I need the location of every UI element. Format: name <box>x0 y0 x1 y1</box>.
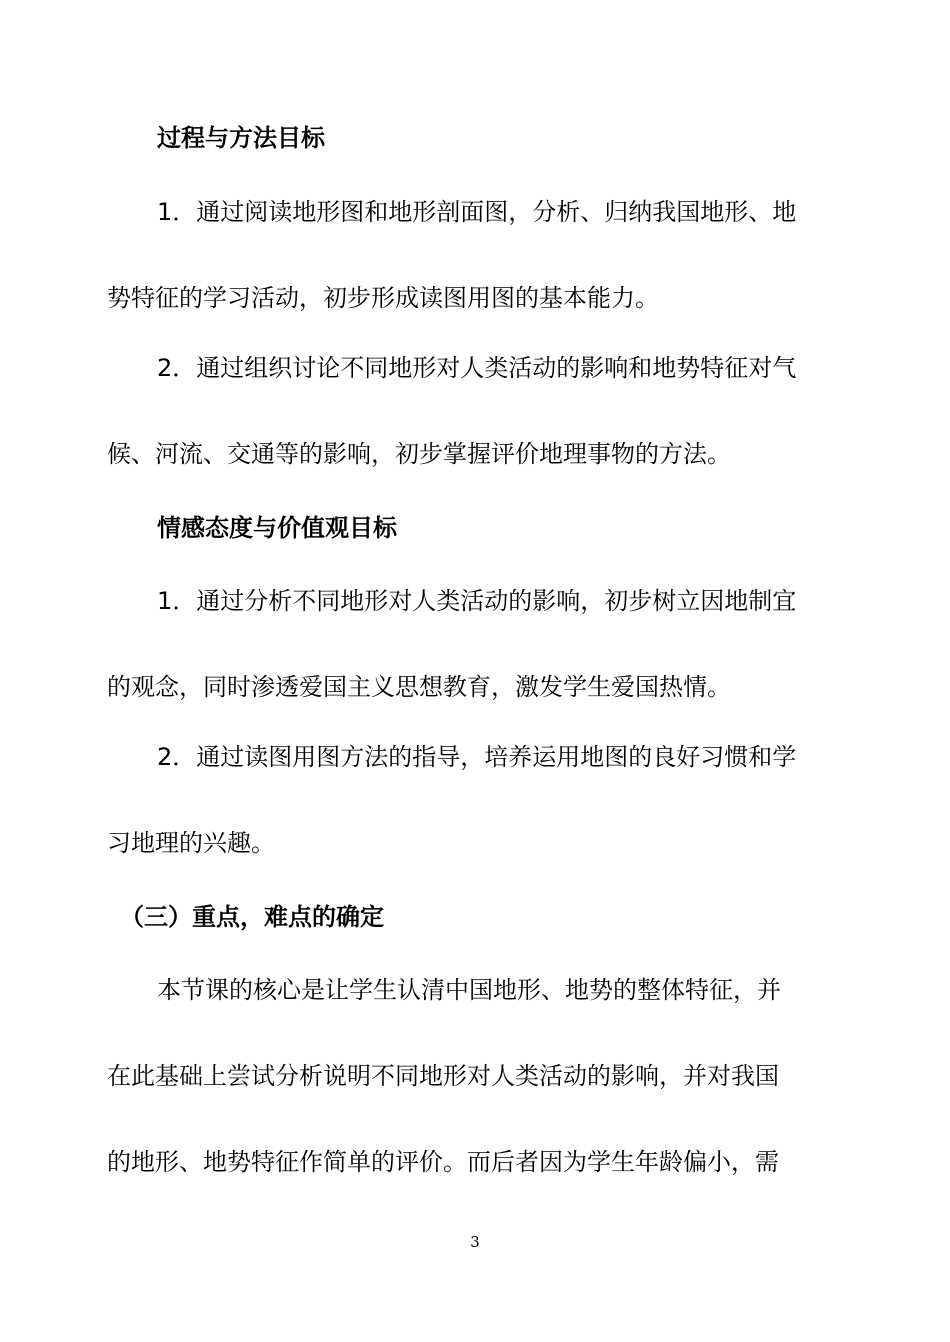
heading-key-difficult-points: （三）重点，难点的确定 <box>120 903 384 931</box>
emotion-item-2-line-1: 2．通过读图用图方法的指导，培养运用地图的良好习惯和学 <box>157 743 797 771</box>
key-paragraph-line-2: 在此基础上尝试分析说明不同地形对人类活动的影响，并对我国 <box>107 1062 779 1090</box>
heading-process-method-goals: 过程与方法目标 <box>157 124 325 152</box>
page-number: 3 <box>470 1233 480 1251</box>
process-item-2-line-1: 2．通过组织讨论不同地形对人类活动的影响和地势特征对气 <box>157 354 797 382</box>
process-item-1-line-2: 势特征的学习活动，初步形成读图用图的基本能力。 <box>107 284 659 312</box>
emotion-item-2-line-2: 习地理的兴趣。 <box>107 829 275 857</box>
heading-emotion-values-goals: 情感态度与价值观目标 <box>157 514 397 542</box>
process-item-1-line-1: 1．通过阅读地形图和地形剖面图，分析、归纳我国地形、地 <box>157 198 797 226</box>
emotion-item-1-line-2: 的观念，同时渗透爱国主义思想教育，激发学生爱国热情。 <box>107 673 731 701</box>
key-paragraph-line-1: 本节课的核心是让学生认清中国地形、地势的整体特征，并 <box>157 976 781 1004</box>
emotion-item-1-line-1: 1．通过分析不同地形对人类活动的影响，初步树立因地制宜 <box>157 587 797 615</box>
key-paragraph-line-3: 的地形、地势特征作简单的评价。而后者因为学生年龄偏小，需 <box>107 1148 779 1176</box>
process-item-2-line-2: 候、河流、交通等的影响，初步掌握评价地理事物的方法。 <box>107 440 731 468</box>
